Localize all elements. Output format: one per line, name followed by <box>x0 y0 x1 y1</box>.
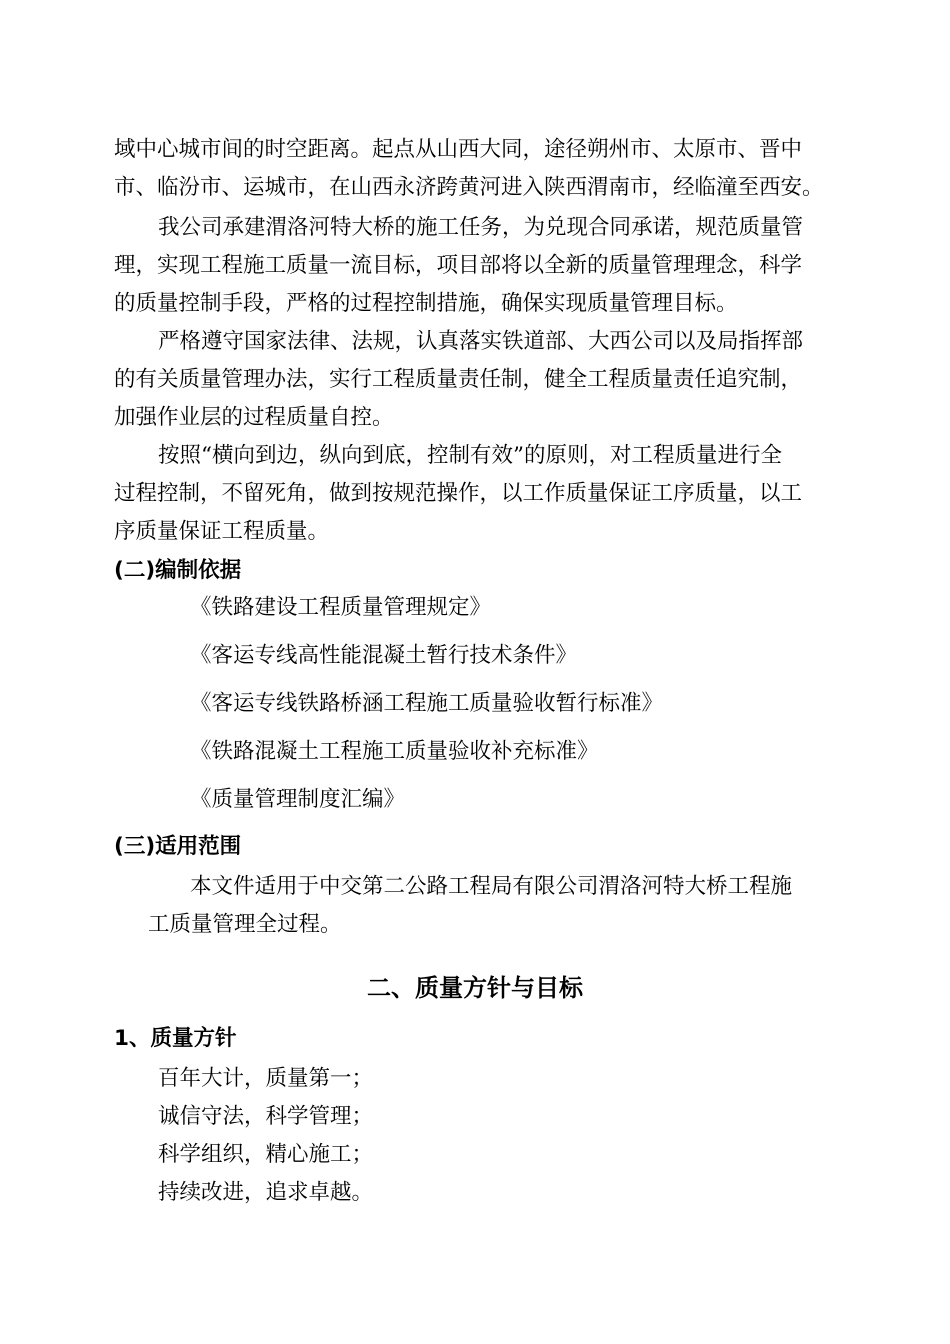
scope-heading: (三)适用范围 <box>114 834 242 859</box>
paragraph-line: 理，实现工程施工质量一流目标，项目部将以全新的质量管理理念，科学 <box>114 253 803 278</box>
paragraph-line: 的有关质量管理办法，实行工程质量责任制，健全工程质量责任追究制， <box>114 367 803 392</box>
paragraph-line: 序质量保证工程质量。 <box>114 519 330 544</box>
policy-line: 持续改进，追求卓越。 <box>158 1180 374 1205</box>
scope-line: 本文件适用于中交第二公路工程局有限公司渭洛河特大桥工程施 <box>190 874 793 899</box>
basis-item: 《质量管理制度汇编》 <box>190 787 406 812</box>
policy-line: 科学组织，精心施工； <box>158 1142 374 1167</box>
paragraph-line: 域中心城市间的时空距离。起点从山西大同，途径朔州市、太原市、晋中 <box>114 137 803 162</box>
basis-item: 《铁路混凝土工程施工质量验收补充标准》 <box>190 739 599 764</box>
policy-line: 诚信守法，科学管理； <box>158 1104 374 1129</box>
policy-heading: 1、质量方针 <box>114 1026 237 1051</box>
section-title: 二、质量方针与目标 <box>367 974 583 1002</box>
paragraph-line: 按照“横向到边，纵向到底，控制有效”的原则，对工程质量进行全 <box>158 443 782 468</box>
paragraph-line: 严格遵守国家法律、法规，认真落实铁道部、大西公司以及局指挥部 <box>158 329 804 354</box>
paragraph-line: 我公司承建渭洛河特大桥的施工任务，为兑现合同承诺，规范质量管 <box>158 215 804 240</box>
basis-item: 《客运专线铁路桥涵工程施工质量验收暂行标准》 <box>190 691 664 716</box>
paragraph-line: 过程控制，不留死角，做到按规范操作，以工作质量保证工序质量，以工 <box>114 481 803 506</box>
paragraph-line: 市、临汾市、运城市，在山西永济跨黄河进入陕西渭南市，经临潼至西安。 <box>114 175 824 200</box>
paragraph-line: 加强作业层的过程质量自控。 <box>114 405 394 430</box>
policy-line: 百年大计，质量第一； <box>158 1066 374 1091</box>
basis-item: 《客运专线高性能混凝土暂行技术条件》 <box>190 643 578 668</box>
paragraph-line: 的质量控制手段，严格的过程控制措施，确保实现质量管理目标。 <box>114 291 738 316</box>
basis-heading: (二)编制依据 <box>114 558 242 583</box>
basis-item: 《铁路建设工程质量管理规定》 <box>190 595 492 620</box>
scope-line: 工质量管理全过程。 <box>148 912 342 937</box>
